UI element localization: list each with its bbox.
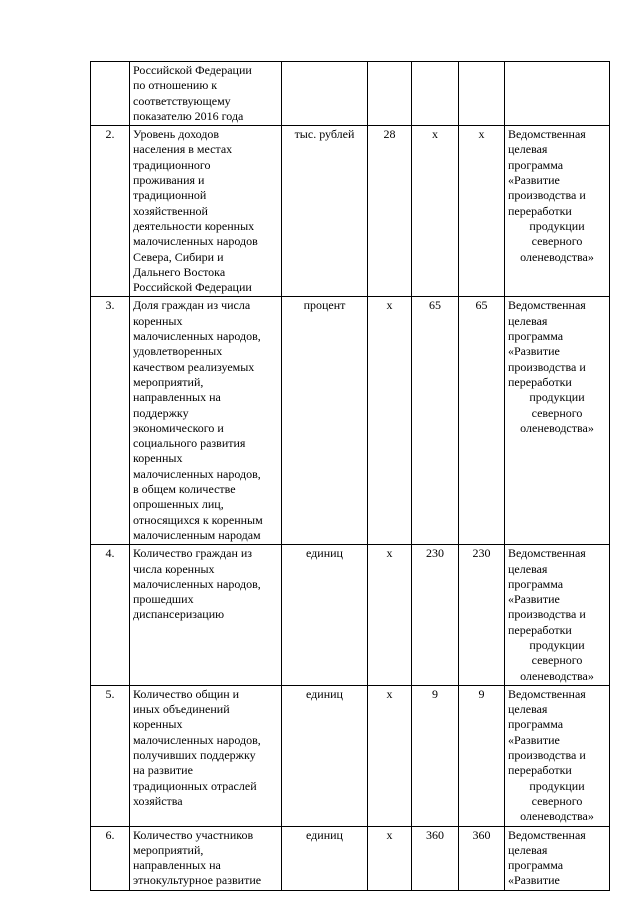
value-cell-3 bbox=[459, 62, 505, 126]
row-number-cell: 4. bbox=[91, 545, 130, 686]
source-program-line: Ведомственная bbox=[508, 827, 586, 842]
indicator-name-line: социального развития bbox=[133, 436, 246, 451]
source-program-line: переработки bbox=[508, 622, 572, 637]
table-row bbox=[91, 545, 610, 686]
source-program-line: Ведомственная bbox=[508, 298, 586, 313]
row-number-cell: 5. bbox=[91, 685, 130, 826]
indicator-name-line: соответствующему bbox=[133, 93, 231, 108]
source-program-line: программа bbox=[508, 717, 564, 732]
source-program-line: «Развитие bbox=[508, 344, 560, 359]
indicator-name-line: получивших поддержку bbox=[133, 748, 256, 763]
indicator-name-line: малочисленных народов, bbox=[133, 576, 261, 591]
indicator-name-line: иных объединений bbox=[133, 702, 230, 717]
indicator-name-line: Количество граждан из bbox=[133, 546, 253, 561]
source-program-line: северного bbox=[531, 653, 583, 668]
source-program-line: целевая bbox=[508, 842, 548, 857]
indicator-name-line: проживания и bbox=[133, 173, 205, 188]
source-program-line: северного bbox=[531, 234, 583, 249]
unit-cell: тыс. рублей bbox=[282, 126, 368, 297]
table-row bbox=[91, 826, 610, 890]
indicators-table bbox=[90, 61, 610, 891]
source-program-line: продукции bbox=[529, 778, 585, 793]
value-cell-3: 230 bbox=[459, 545, 505, 686]
indicator-name-line: Дальнего Востока bbox=[133, 264, 226, 279]
indicator-name-line: удовлетворенных bbox=[133, 344, 223, 359]
indicator-name-line: малочисленных народов, bbox=[133, 732, 261, 747]
indicator-name-line: экономического и bbox=[133, 420, 224, 435]
value-cell-2: 9 bbox=[412, 685, 459, 826]
indicator-name-line: качеством реализуемых bbox=[133, 359, 255, 374]
source-program-line: программа bbox=[508, 329, 564, 344]
indicator-name-line: Количество общин и bbox=[133, 686, 240, 701]
source-program-line: оленеводства» bbox=[520, 420, 594, 435]
indicator-name-cell bbox=[130, 297, 282, 545]
indicator-name-line: этнокультурное развитие bbox=[133, 873, 262, 888]
source-program-line: производства и bbox=[508, 188, 586, 203]
value-cell-1: х bbox=[368, 685, 412, 826]
source-program-line: переработки bbox=[508, 203, 572, 218]
indicator-name-line: направленных на bbox=[133, 858, 221, 873]
indicator-name-line: Количество участников bbox=[133, 827, 254, 842]
indicator-name-line: относящихся к коренным bbox=[133, 512, 263, 527]
source-program-line: Ведомственная bbox=[508, 686, 586, 701]
indicator-name-cell bbox=[130, 545, 282, 686]
source-program-line: переработки bbox=[508, 374, 572, 389]
indicator-name-line: поддержку bbox=[133, 405, 189, 420]
source-program-line: продукции bbox=[529, 637, 585, 652]
value-cell-1 bbox=[368, 62, 412, 126]
indicator-name-line: мероприятий, bbox=[133, 842, 204, 857]
indicator-name-line: опрошенных лиц, bbox=[133, 497, 224, 512]
source-program-line: Ведомственная bbox=[508, 127, 586, 142]
indicator-name-line: деятельности коренных bbox=[133, 218, 255, 233]
source-program-line: целевая bbox=[508, 142, 548, 157]
row-number-cell bbox=[91, 62, 130, 126]
value-cell-3: 9 bbox=[459, 685, 505, 826]
source-program-line: программа bbox=[508, 157, 564, 172]
source-program-line: оленеводства» bbox=[520, 668, 594, 683]
indicator-name-line: Уровень доходов bbox=[133, 127, 220, 142]
source-program-line: программа bbox=[508, 576, 564, 591]
indicator-name-line: числа коренных bbox=[133, 561, 215, 576]
value-cell-1: х bbox=[368, 297, 412, 545]
indicator-name-cell bbox=[130, 62, 282, 126]
source-program-line: целевая bbox=[508, 702, 548, 717]
indicator-name-line: на развитие bbox=[133, 763, 193, 778]
source-program-cell bbox=[505, 826, 610, 890]
source-program-line: переработки bbox=[508, 763, 572, 778]
source-program-line: Ведомственная bbox=[508, 546, 586, 561]
source-program-line: производства и bbox=[508, 359, 586, 374]
indicator-name-line: Российской Федерации bbox=[133, 63, 252, 77]
indicator-name-line: по отношению к bbox=[133, 78, 218, 93]
row-number-cell: 6. bbox=[91, 826, 130, 890]
source-program-line: «Развитие bbox=[508, 592, 560, 607]
source-program-line: производства и bbox=[508, 607, 586, 622]
value-cell-2: 65 bbox=[412, 297, 459, 545]
indicator-name-line: показателю 2016 года bbox=[133, 108, 244, 123]
row-number-cell: 2. bbox=[91, 126, 130, 297]
indicator-name-line: традиционного bbox=[133, 157, 211, 172]
source-program-cell bbox=[505, 545, 610, 686]
source-program-line: программа bbox=[508, 858, 564, 873]
source-program-cell bbox=[505, 126, 610, 297]
value-cell-2: 360 bbox=[412, 826, 459, 890]
source-program-line: продукции bbox=[529, 218, 585, 233]
unit-cell: единиц bbox=[282, 545, 368, 686]
source-program-cell bbox=[505, 297, 610, 545]
source-program-line: «Развитие bbox=[508, 873, 560, 888]
unit-cell: процент bbox=[282, 297, 368, 545]
value-cell-2: х bbox=[412, 126, 459, 297]
indicator-name-line: малочисленным народам bbox=[133, 527, 261, 542]
source-program-cell bbox=[505, 685, 610, 826]
indicator-name-line: мероприятий, bbox=[133, 374, 204, 389]
indicator-name-cell bbox=[130, 826, 282, 890]
indicator-name-line: прошедших bbox=[133, 592, 194, 607]
indicator-name-line: хозяйства bbox=[133, 793, 183, 808]
value-cell-2 bbox=[412, 62, 459, 126]
source-program-line: оленеводства» bbox=[520, 809, 594, 824]
source-program-line: продукции bbox=[529, 390, 585, 405]
unit-cell bbox=[282, 62, 368, 126]
table-row bbox=[91, 685, 610, 826]
value-cell-3: 65 bbox=[459, 297, 505, 545]
table-row bbox=[91, 126, 610, 297]
indicator-name-line: хозяйственной bbox=[133, 203, 208, 218]
indicator-name-line: диспансеризацию bbox=[133, 607, 225, 622]
value-cell-1: х bbox=[368, 826, 412, 890]
indicator-name-line: коренных bbox=[133, 451, 183, 466]
source-program-line: северного bbox=[531, 405, 583, 420]
source-program-line: целевая bbox=[508, 313, 548, 328]
indicator-name-line: в общем количестве bbox=[133, 482, 236, 497]
source-program-line: целевая bbox=[508, 561, 548, 576]
indicator-name-line: населения в местах bbox=[133, 142, 233, 157]
indicator-name-line: малочисленных народов, bbox=[133, 466, 261, 481]
indicator-name-line: Севера, Сибири и bbox=[133, 249, 224, 264]
indicator-name-line: коренных bbox=[133, 313, 183, 328]
value-cell-2: 230 bbox=[412, 545, 459, 686]
table-row bbox=[91, 62, 610, 126]
indicator-name-line: традиционных отраслей bbox=[133, 778, 257, 793]
value-cell-1: х bbox=[368, 545, 412, 686]
indicator-name-line: Российской Федерации bbox=[133, 280, 252, 295]
indicator-name-line: Доля граждан из числа bbox=[133, 298, 251, 313]
indicator-name-cell bbox=[130, 685, 282, 826]
indicator-name-line: коренных bbox=[133, 717, 183, 732]
table-row bbox=[91, 297, 610, 545]
source-program-line: «Развитие bbox=[508, 173, 560, 188]
value-cell-3: х bbox=[459, 126, 505, 297]
source-program-line: «Развитие bbox=[508, 732, 560, 747]
unit-cell: единиц bbox=[282, 826, 368, 890]
source-program-line: северного bbox=[531, 793, 583, 808]
indicator-name-line: направленных на bbox=[133, 390, 221, 405]
indicator-name-line: малочисленных народов, bbox=[133, 329, 261, 344]
indicator-name-line: малочисленных народов bbox=[133, 234, 258, 249]
value-cell-1: 28 bbox=[368, 126, 412, 297]
row-number-cell: 3. bbox=[91, 297, 130, 545]
value-cell-3: 360 bbox=[459, 826, 505, 890]
source-program-line: оленеводства» bbox=[520, 249, 594, 264]
indicator-name-line: традиционной bbox=[133, 188, 207, 203]
unit-cell: единиц bbox=[282, 685, 368, 826]
source-program-cell bbox=[505, 62, 610, 126]
source-program-line: производства и bbox=[508, 748, 586, 763]
indicator-name-cell bbox=[130, 126, 282, 297]
